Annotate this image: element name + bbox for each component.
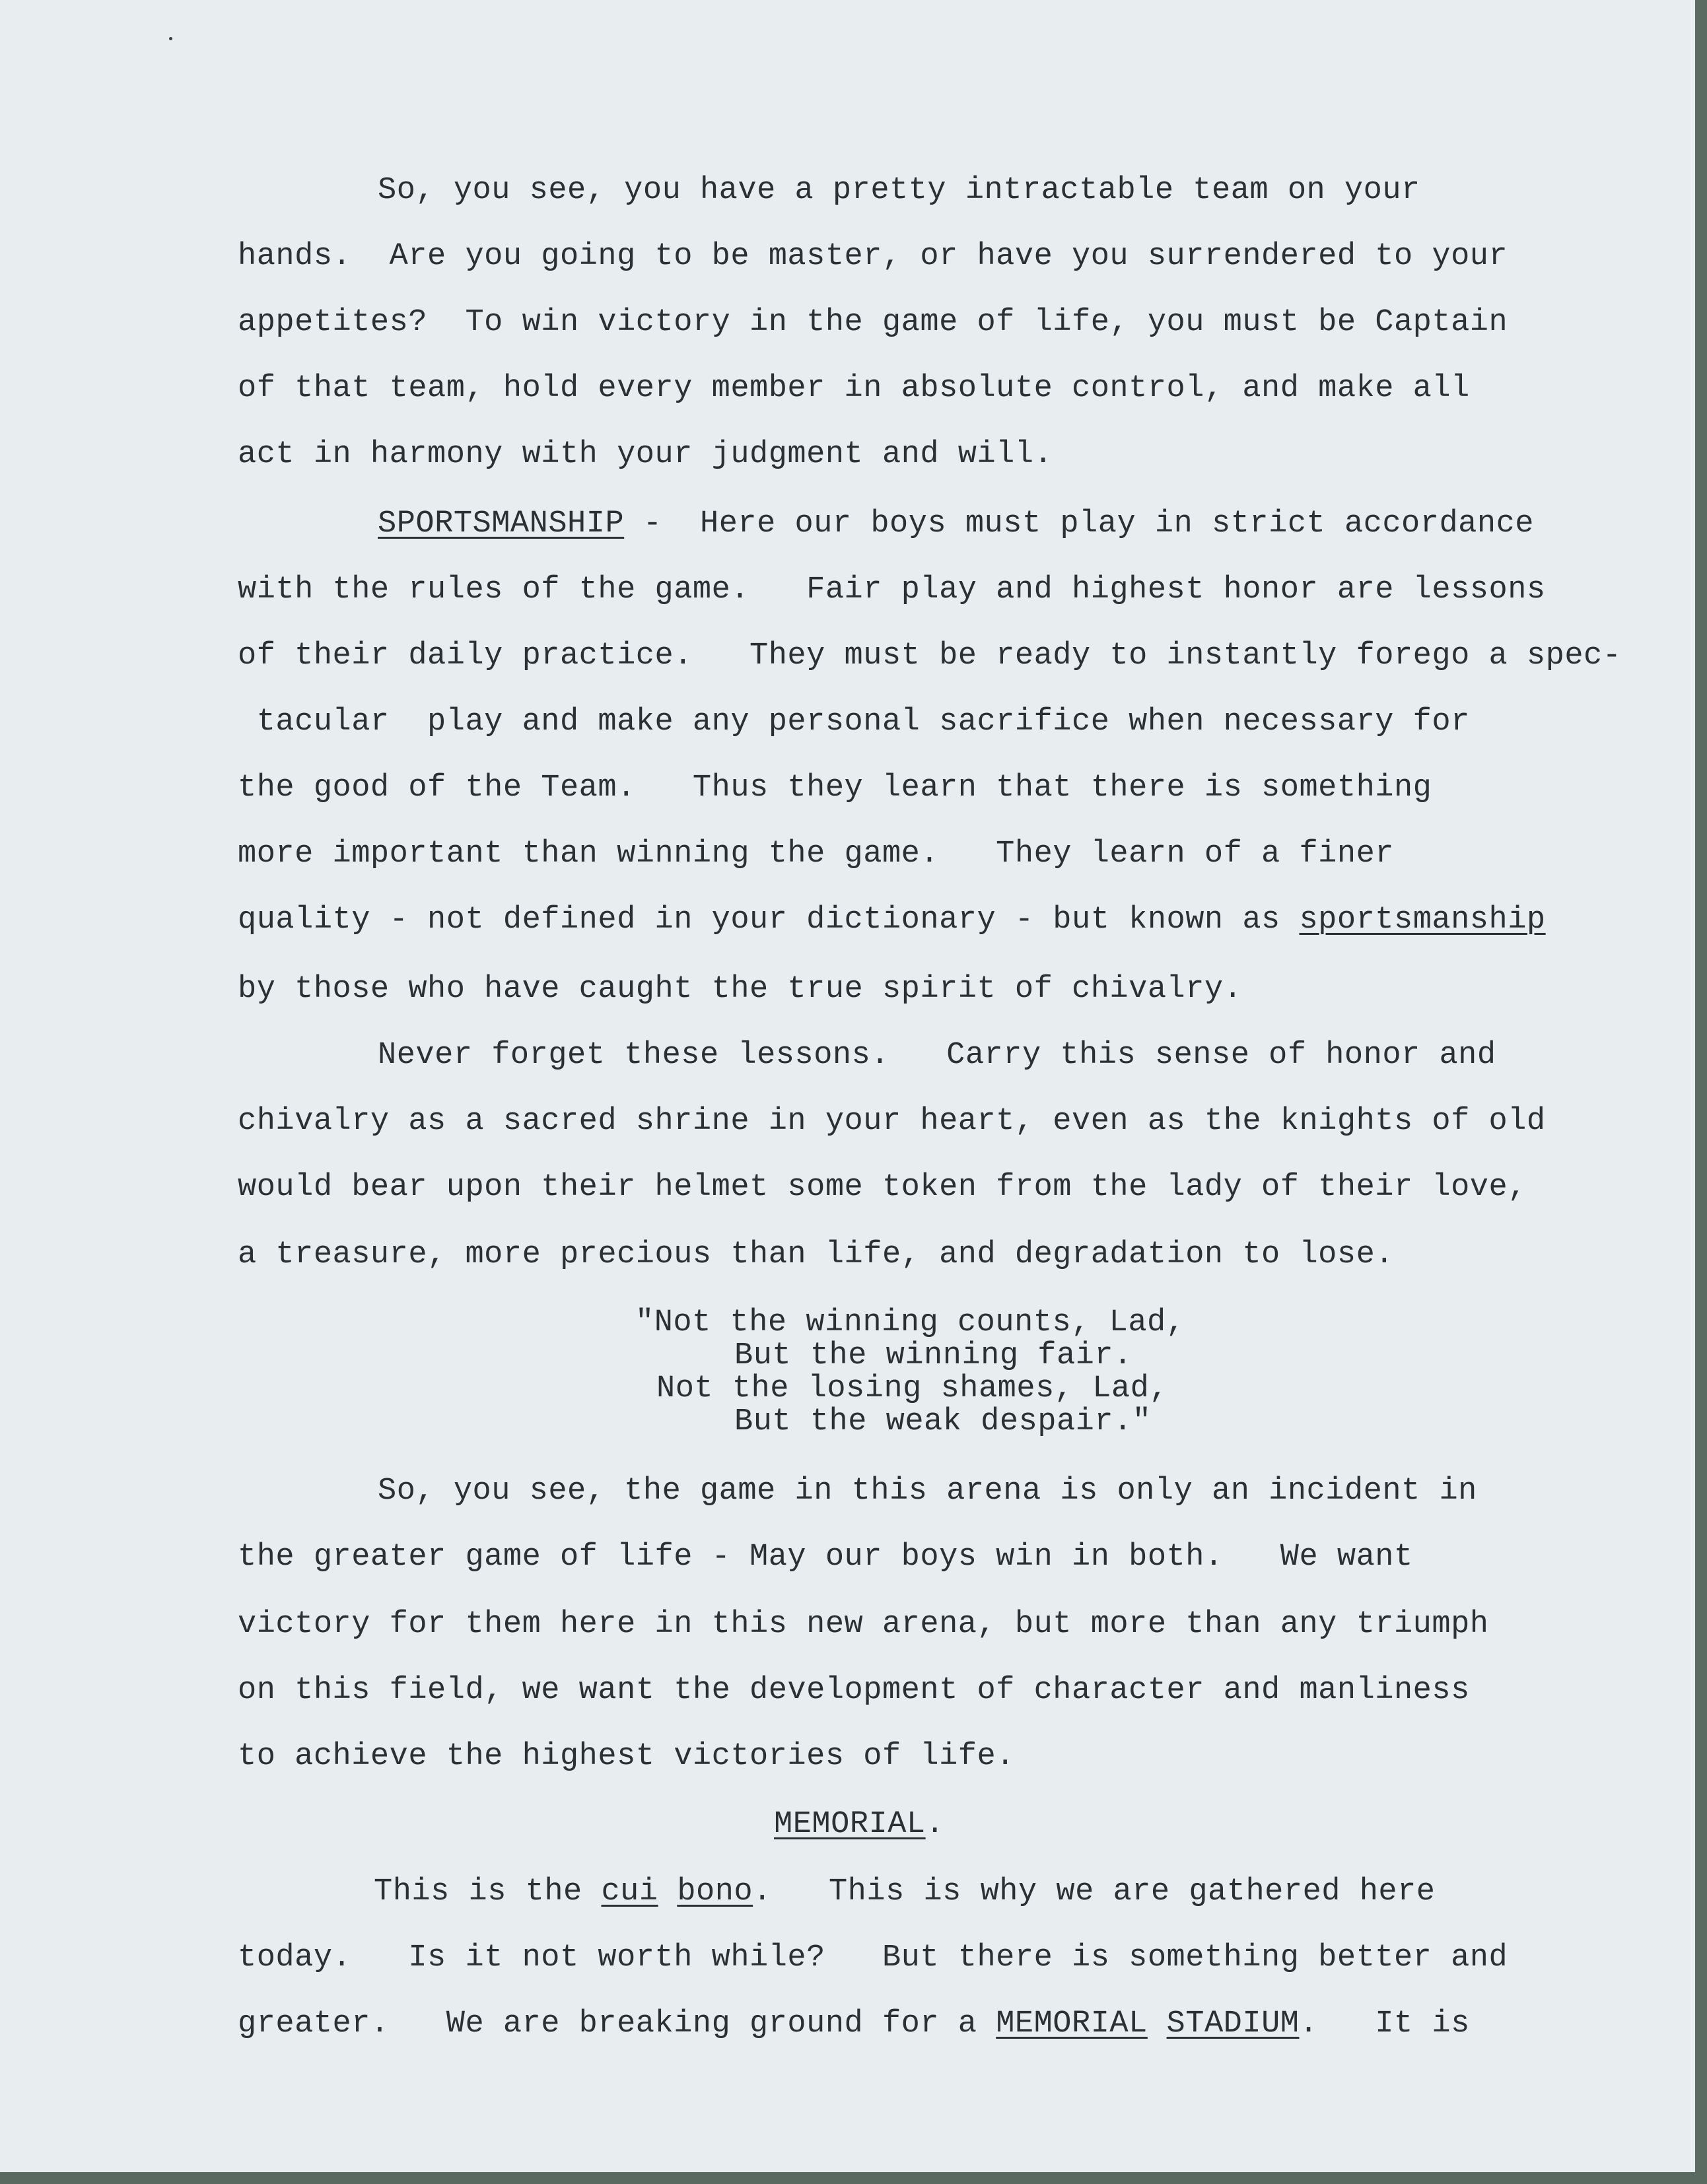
poem-line: Not the losing shames, Lad,: [656, 1371, 1169, 1406]
text-line: [238, 904, 1546, 936]
underlined-word: STADIUM: [1166, 2006, 1300, 2041]
text-line: of that team, hold every member in absolute control, and make all: [238, 371, 1470, 406]
poem-line: "Not the winning counts, Lad,: [635, 1305, 1185, 1340]
memorial-heading-line: [774, 1809, 944, 1840]
text-line: act in harmony with your judgment and will.: [238, 437, 1053, 472]
text-line: the good of the Team. Thus they learn that there is something: [238, 770, 1432, 805]
text-line: to achieve the highest victories of life.: [238, 1739, 1015, 1774]
text-line: tacular play and make any personal sacrifice when necessary for: [238, 704, 1470, 739]
text-line: Never forget these lessons. Carry this sense of honor and: [378, 1038, 1496, 1073]
text-line: victory for them here in this new arena, but more than any triumph: [238, 1607, 1489, 1642]
text-line: [378, 508, 1534, 539]
text-line: chivalry as a sacred shrine in your heart, even as the knights of old: [238, 1104, 1546, 1139]
poem-line: But the winning fair.: [734, 1338, 1132, 1373]
text-line: So, you see, the game in this arena is only an incident in: [378, 1474, 1477, 1509]
text-line: with the rules of the game. Fair play and highest honor are lessons: [238, 572, 1546, 607]
text-segment: [658, 1874, 678, 1909]
underlined-word: bono: [677, 1874, 753, 1909]
text-line: hands. Are you going to be master, or have you surrendered to your: [238, 239, 1508, 274]
text-segment: quality - not defined in your dictionary - but known as: [238, 903, 1300, 938]
text-line: more important than winning the game. They learn of a finer: [238, 836, 1394, 871]
sportsmanship-heading: SPORTSMANSHIP: [378, 506, 625, 541]
text-line: today. Is it not worth while? But there is something better and: [238, 1940, 1508, 1975]
text-segment: .: [925, 1807, 945, 1842]
text-line: by those who have caught the true spirit of chivalry.: [238, 972, 1243, 1007]
underlined-word: MEMORIAL: [996, 2006, 1148, 2041]
text-line: of their daily practice. They must be ready to instantly forego a spec-: [238, 638, 1622, 673]
text-line: [374, 1876, 1436, 1907]
poem-line: But the weak despair.": [734, 1404, 1152, 1439]
text-segment: [1148, 2006, 1167, 2041]
text-line: a treasure, more precious than life, and degradation to lose.: [238, 1237, 1394, 1272]
text-line: [238, 2008, 1470, 2039]
page-speck: [169, 37, 172, 40]
memorial-heading: MEMORIAL: [774, 1807, 926, 1842]
underlined-word: cui: [601, 1874, 658, 1909]
text-line: on this field, we want the development of character and manliness: [238, 1673, 1470, 1708]
text-segment: - Here our boys must play in strict accordance: [624, 506, 1534, 541]
text-segment: greater. We are breaking ground for a: [238, 2006, 996, 2041]
text-segment: . It is: [1299, 2006, 1470, 2041]
underlined-word: sportsmanship: [1299, 903, 1546, 938]
text-segment: This is the: [374, 1874, 602, 1909]
text-line: would bear upon their helmet some token from the lady of their love,: [238, 1170, 1527, 1205]
text-line: the greater game of life - May our boys win in both. We want: [238, 1540, 1413, 1575]
text-line: appetites? To win victory in the game of life, you must be Captain: [238, 305, 1508, 340]
text-line: So, you see, you have a pretty intractable team on your: [378, 173, 1420, 208]
text-segment: . This is why we are gathered here: [753, 1874, 1436, 1909]
